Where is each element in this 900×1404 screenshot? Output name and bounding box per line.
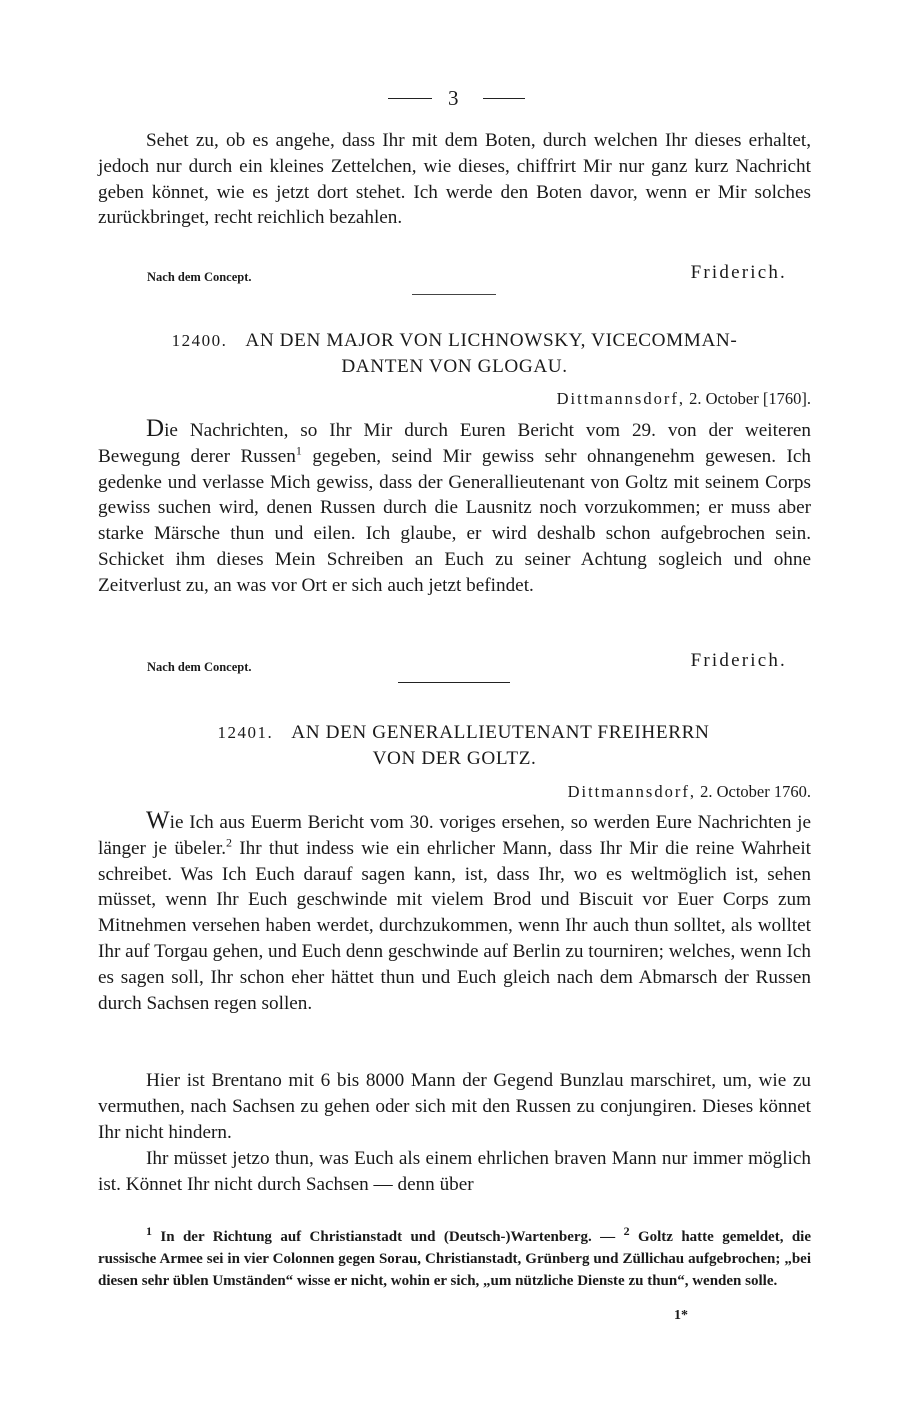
intro-signature: Friderich. xyxy=(690,262,787,283)
section-divider xyxy=(412,294,496,295)
footnote-mark: 2 xyxy=(623,1224,630,1238)
body-text: ie Ich aus Euerm Bericht vom 30. voriges ersehen, so werden Eure Nachrichten je länger je übeler. xyxy=(98,812,811,859)
letter-heading-line-1: AN DEN GENERALLIEUTENANT FREIHERRN xyxy=(291,722,710,743)
letter-12401-dateline xyxy=(568,782,811,802)
letter-place: Dittmannsdorf, xyxy=(556,389,685,408)
sheet-signature: 1* xyxy=(674,1308,688,1323)
letter-number: 12400. xyxy=(171,331,228,350)
section-divider xyxy=(398,682,510,683)
letter-12401-heading xyxy=(98,720,811,771)
page-header xyxy=(380,86,540,116)
drop-letter: W xyxy=(146,807,170,834)
letter-12401-paragraph-3: Ihr müsset jetzo thun, was Euch als einem ehrlichen braven Mann nur immer möglich ist. Könnet Ihr nicht durch Sachsen — denn über xyxy=(98,1148,811,1195)
letter-heading-line-2: VON DER GOLTZ. xyxy=(372,747,537,769)
page-number: 3 xyxy=(448,86,459,110)
letter-12400-heading xyxy=(98,328,811,379)
letter-heading-line-1: AN DEN MAJOR VON LICHNOWSKY, VICECOMMAN- xyxy=(245,330,738,351)
header-rule-left xyxy=(388,98,432,99)
intro-paragraph: Sehet zu, ob es angehe, dass Ihr mit dem Boten, durch welchen Ihr dieses erhaltet, jedoch nur durch ein kleines Zettelchen, wie dieses, chiffrirt Mir nur ganz kurz Nachricht geben könnet, wie es jetzt dort stehet. Ich werde den Boten davor, wenn er Mir solches zurückbringet, recht reichlich bezahlen. xyxy=(98,130,811,229)
header-rule-right xyxy=(483,98,525,99)
letter-12400-dateline xyxy=(557,389,811,409)
letter-date: 2. October [1760]. xyxy=(689,389,811,408)
letter-place: Dittmannsdorf, xyxy=(567,782,696,801)
letter-heading-line-2: DANTEN VON GLOGAU. xyxy=(341,355,568,377)
footnotes xyxy=(98,1226,811,1292)
intro-source-note: Nach dem Concept. xyxy=(147,270,252,284)
footnote-mark: 1 xyxy=(146,1224,152,1238)
footnote-text: In der Richtung auf Christianstadt und (Deutsch-)Wartenberg. — xyxy=(152,1229,616,1245)
body-text: Ihr thut indess wie ein ehrlicher Mann, dass Ihr Mir die reine Wahrheit schreibet. Was Ich Euch darauf sagen kann, ist, dass Ihr, wo es weltmöglich ist, sehen müsset, wenn Ihr Euch geschwinde mit vielem Brod und Biscuit vor Euer Corps zum Mitnehmen versehen haben werdet, durchzukommen, wenn Ihr auch thun solltet, als wolltet Ihr auf Torgau gehen, und Euch denn geschwinde auf Berlin zu tourniren; welches, wenn Ich es sagen soll, Ihr schon eher hättet thun und Euch gleich nach dem Abmarsch der Russen durch Sachsen regen sollen. xyxy=(98,837,811,1014)
letter-12401-paragraph-1 xyxy=(98,808,811,1016)
footnote xyxy=(98,1226,811,1292)
body-text: ie Nachrichten, so Ihr Mir durch Euren Bericht vom 29. von der weiteren Bewegung derer Russen xyxy=(98,420,811,467)
letter-12400-body xyxy=(98,416,811,599)
footnote-text: Goltz hatte gemeldet, die russische Armee sei in vier Colonnen gegen Sorau, Christianstadt, Grünberg und Züllichau aufgebrochen; „bei diesen sehr üblen Umständen“ wisse er nicht, wohin er sich, „um nützliche Dienste zu thun“, wenden solle. xyxy=(98,1229,812,1289)
drop-letter: D xyxy=(146,415,165,442)
body-text: gegeben, seind Mir gewiss sehr ohnangenehm gewesen. Ich gedenke und verlasse Mich gewiss, dass der Generallieutenant von Goltz mit seinem Corps gewiss suchen wird, denen Russen durch die Lausnitz noch vorzukommen; er muss aber starke Märsche thun und eilen. Ich glaube, er wird deshalb schon aufgebrochen sein. Schicket ihm dieses Mein Schreiben an Euch zu seiner Achtung sogleich und ohne Zeitverlust zu, an was vor Ort er sich auch jetzt befindet. xyxy=(98,445,811,596)
footnote-reference: 2 xyxy=(226,835,232,850)
letter-12401-paragraph-2: Hier ist Brentano mit 6 bis 8000 Mann der Gegend Bunzlau marschiret, um, wie zu vermuthen, nach Sachsen zu gehen oder sich mit den Russen zu conjungiren. Dieses könnet Ihr nicht hindern. xyxy=(98,1070,811,1143)
letter-12400-source-note: Nach dem Concept. xyxy=(147,660,252,674)
letter-number: 12401. xyxy=(217,723,274,742)
letter-12400-signature: Friderich. xyxy=(690,650,787,671)
letter-date: 2. October 1760. xyxy=(700,782,811,801)
footnote-reference: 1 xyxy=(295,443,302,458)
